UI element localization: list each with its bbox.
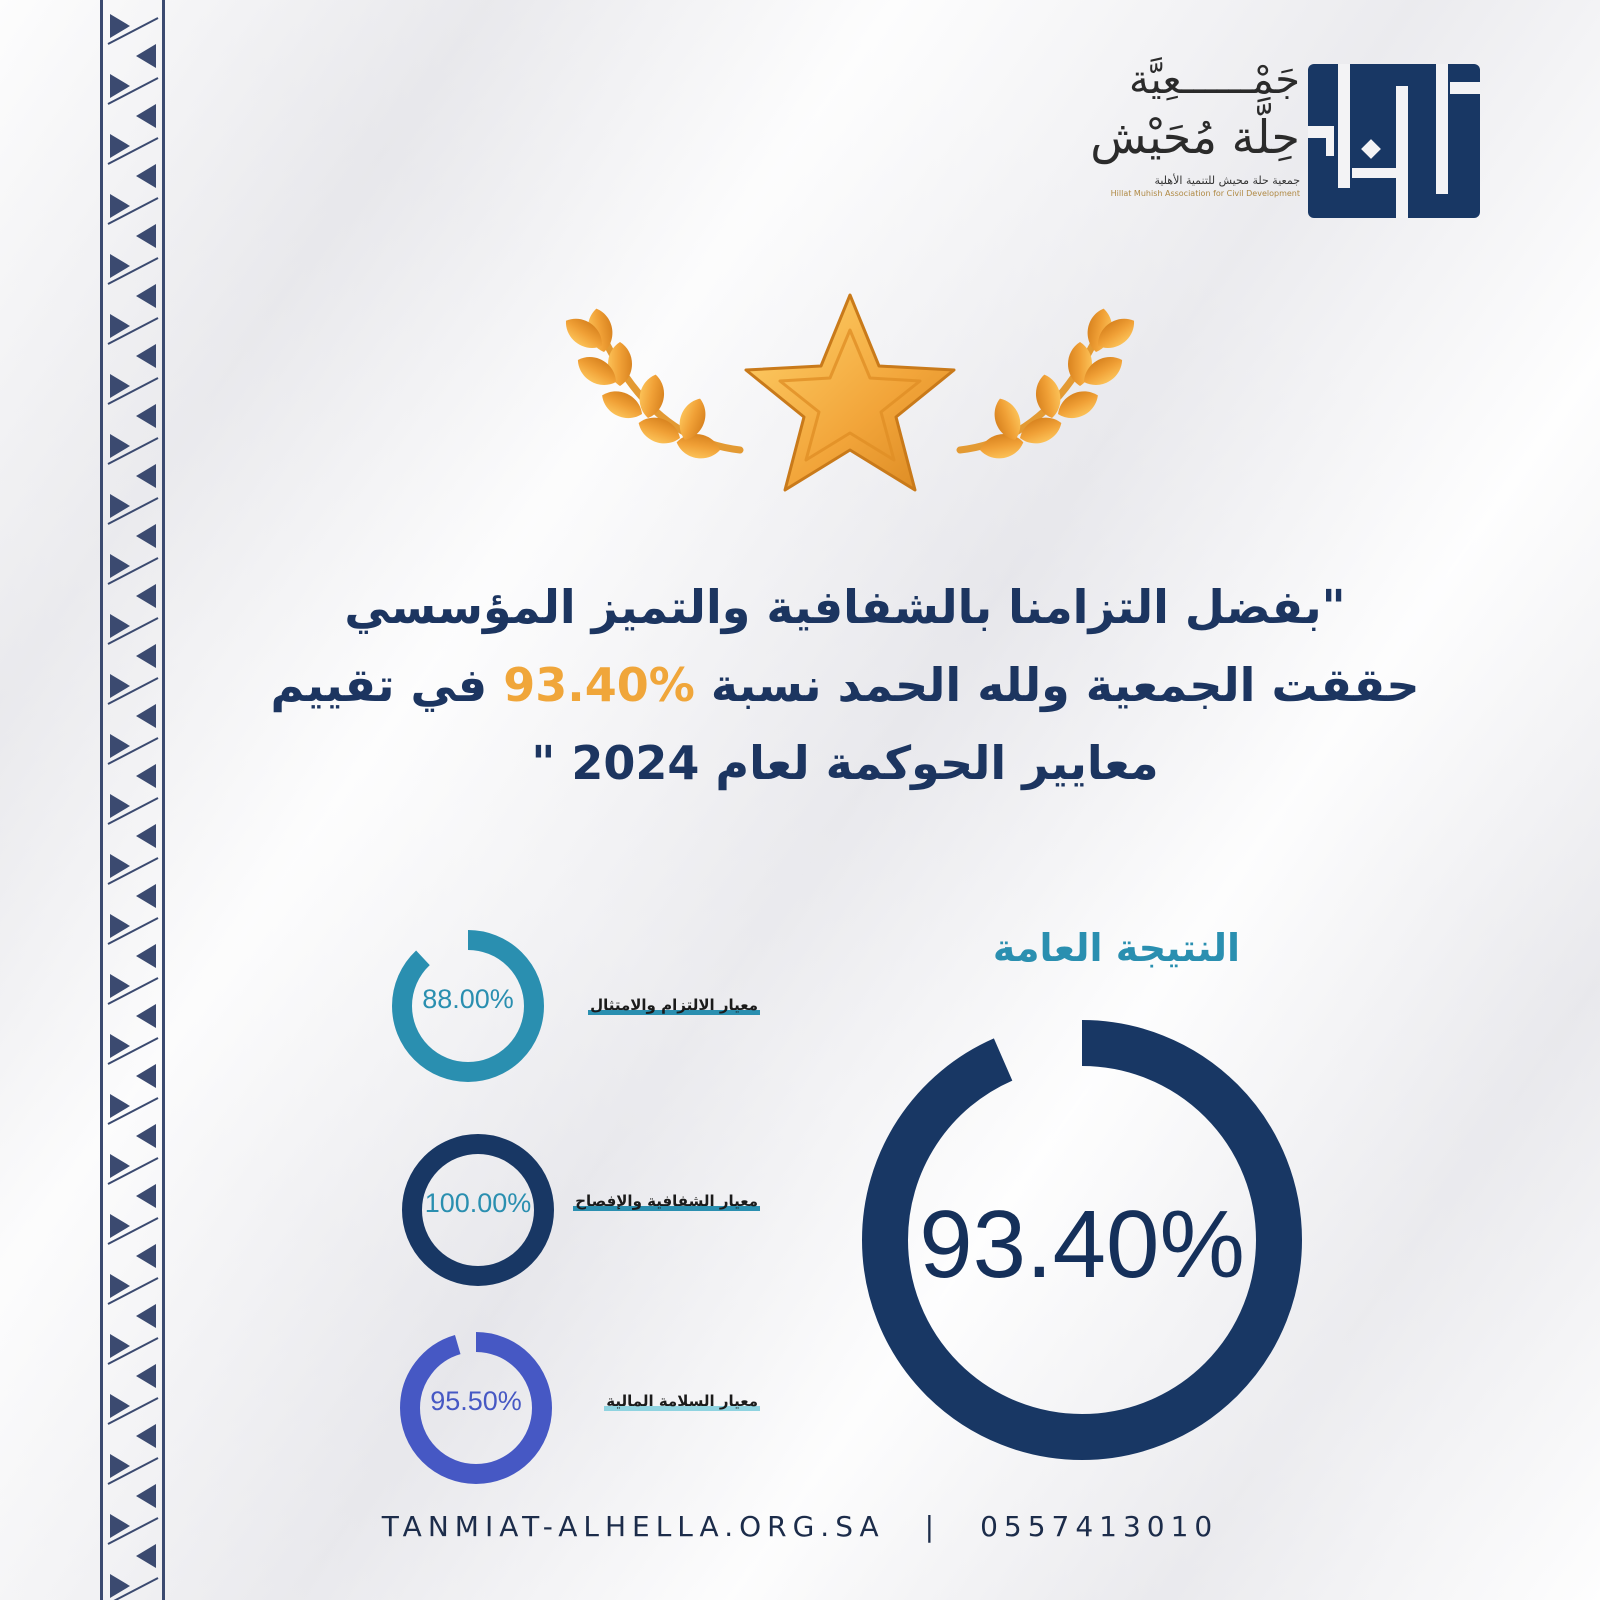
headline-line1: "بفضل التزامنا بالشفافية والتميز المؤسسي (344, 580, 1346, 634)
border-line (100, 0, 103, 1600)
metric-transparency-label-text: معيار الشفافية والإفصاح (575, 1192, 758, 1210)
metric-compliance-label (560, 996, 760, 1014)
chevron-left-icon (136, 524, 156, 548)
laurel-right-icon (960, 307, 1141, 462)
chevron-left-icon (136, 44, 156, 68)
metric-compliance-label-text: معيار الالتزام والامتثال (590, 996, 758, 1014)
chevron-left-icon (136, 1124, 156, 1148)
metric-compliance (388, 926, 548, 1086)
chevron-left-icon (136, 1364, 156, 1388)
chevron-left-icon (136, 284, 156, 308)
border-line (162, 0, 165, 1600)
overall-result-value: 93.40% (919, 1191, 1245, 1298)
footer-separator: | (924, 1510, 941, 1543)
chevron-left-icon (136, 764, 156, 788)
chevron-left-icon (136, 1244, 156, 1268)
headline-line2 (220, 646, 1470, 724)
logo-name-line2: حِلَّة مُحَيْش (1090, 110, 1300, 164)
metric-transparency (398, 1130, 558, 1290)
metric-compliance-value: 88.00% (422, 984, 514, 1014)
overall-result-title: النتيجة العامة (992, 926, 1240, 970)
metric-transparency-value: 100.00% (424, 1188, 532, 1218)
chevron-left-icon (136, 944, 156, 968)
headline-line2-start: حققت الجمعية ولله الحمد نسبة (710, 658, 1420, 712)
metric-financial-label-text: معيار السلامة المالية (606, 1392, 758, 1410)
headline-highlight: 93.40% (503, 658, 695, 712)
decorative-border-strip (100, 0, 166, 1600)
headline-line3: معايير الحوكمة لعام 2024 " (531, 736, 1159, 790)
laurel-left-icon (559, 307, 740, 462)
chevron-left-icon (136, 1424, 156, 1448)
metric-financial (396, 1328, 556, 1488)
chevron-left-icon (136, 1304, 156, 1328)
chevron-left-icon (136, 584, 156, 608)
logo-name-line1: جَمْــــــعِيَّة (1129, 57, 1300, 103)
chevron-left-icon (136, 1544, 156, 1568)
logo-mark-icon (1308, 64, 1480, 218)
chevron-left-icon (136, 1484, 156, 1508)
chevron-left-icon (136, 464, 156, 488)
chevron-left-icon (136, 404, 156, 428)
chevron-left-icon (136, 1184, 156, 1208)
logo-english-name: Hillat Muhish Association for Civil Development (1110, 189, 1300, 198)
chevron-left-icon (136, 1004, 156, 1028)
headline-line2-end: في تقييم (270, 658, 488, 712)
headline (220, 568, 1470, 802)
logo-subtitle: جمعية حلة محيش للتنمية الأهلية (1154, 174, 1300, 187)
chevron-left-icon (136, 164, 156, 188)
chevron-left-icon (136, 644, 156, 668)
star-laurel-icon (520, 290, 1180, 510)
chevron-left-icon (136, 1064, 156, 1088)
footer-contact (0, 1510, 1600, 1543)
chevron-left-icon (136, 224, 156, 248)
chevron-left-icon (136, 344, 156, 368)
website-link[interactable]: TANMIAT-ALHELLA.ORG.SA (381, 1510, 885, 1543)
chevron-left-icon (136, 104, 156, 128)
metric-transparency-label (560, 1192, 760, 1210)
metric-financial-label (560, 1392, 760, 1410)
star-icon (746, 295, 954, 490)
chevron-left-icon (136, 704, 156, 728)
chevron-left-icon (136, 824, 156, 848)
chevron-left-icon (136, 884, 156, 908)
phone-number[interactable]: 0557413010 (980, 1510, 1219, 1543)
logo-wordmark (1060, 54, 1300, 224)
metric-financial-value: 95.50% (430, 1386, 522, 1416)
